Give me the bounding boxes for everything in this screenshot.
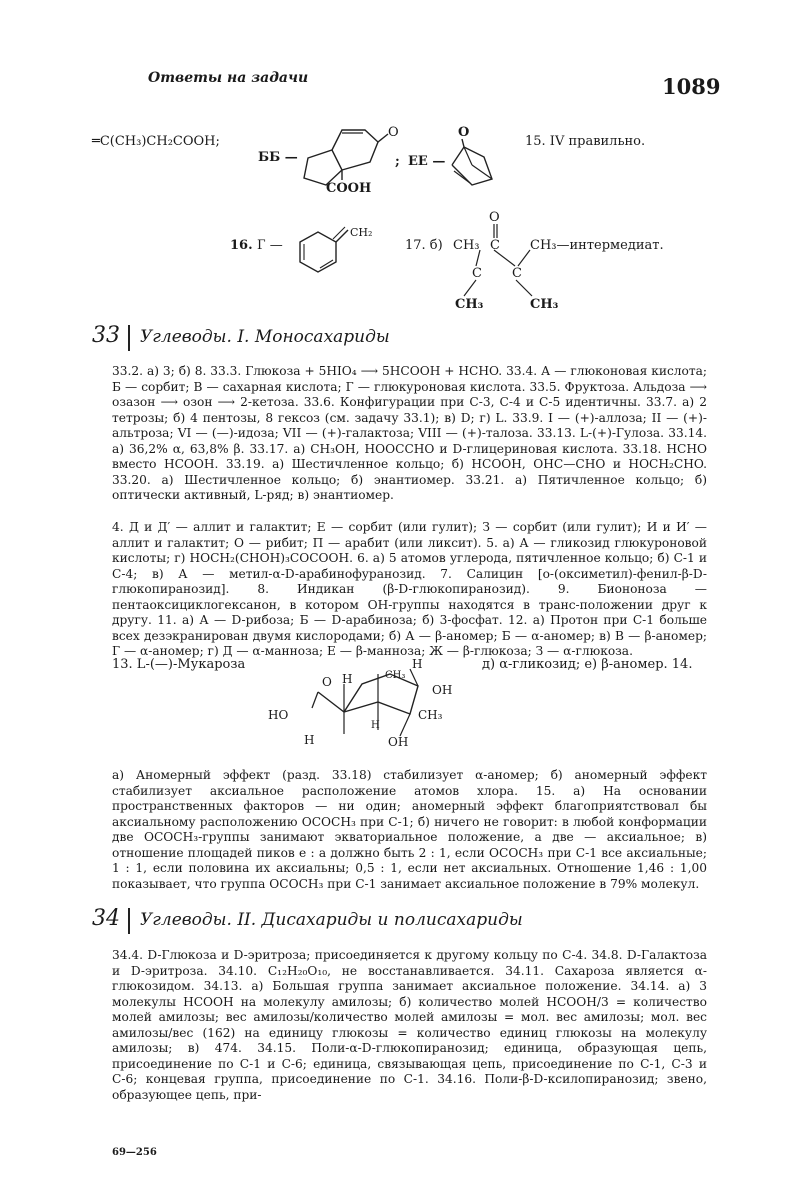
q17-right: CH₃—интермедиат. [530, 238, 664, 253]
mucarose-h3: H [304, 733, 315, 747]
section-34-divider [128, 908, 130, 934]
mucarose-ho: HO [268, 708, 289, 722]
q16-g: Г — [257, 238, 283, 253]
section-33-paragraph-3: а) Аномерный эффект (разд. 33.18) стабилизует α-аномер; б) аномерный эффект стабилизует аксиальное расположение атомов хлора. 15. а) На основании пространственных факторов — ни один; аномерный эффект благоприятствовал бы аксиальному расположению OCOCH₃ при С-1; б) ничего не говорит: в любой конформации две OCOCH₃-группы занимают экваториальное положение, а две — аксиальное; в) отношение площадей пиков е : а должно быть 2 : 1, если OCOCH₃ при С-1 все аксиальные; 1 : 1, если половина их аксиальны; 0,5 : 1, если нет аксиальных. Отношение 1,46 : 1,00 показывает, что группа OCOCH₃ при С-1 занимает аксиальное положение в 79% молекул. [112, 768, 707, 891]
section-33-divider [128, 325, 130, 351]
section-33-title: Углеводы. I. Моносахариды [140, 327, 390, 347]
q17-ch3-left: CH₃ [453, 238, 480, 253]
section-33-heading [92, 323, 390, 351]
answer-15: 15. IV правильно. [525, 134, 646, 149]
bb-cooh: COOH [326, 181, 372, 196]
q17-carbon-1: C [472, 266, 482, 281]
q16-label: 16. [230, 238, 253, 253]
q17-bonds [450, 218, 550, 308]
mucarose-ch3-top: CH₃ [385, 670, 406, 681]
ee-structure [442, 125, 512, 195]
section-34-paragraph-1: 34.4. D-Глюкоза и D-эритроза; присоединяется к другому кольцу по С-4. 34.8. D-Галактоза и D-эритроза. 34.10. C₁₂H₂₀O₁₀, не восстанавливается. 34.11. Сахароза является α-глюкозидом. 34.13. а) Большая группа занимает аксиальное положение. 34.14. а) 3 молекулы HCOOH на молекулу амилозы; б) количество молей HCOOH/3 = количество молей амилозы; вес амилозы/количество молей амилозы = мол. вес амилозы; мол. вес амилозы/вес (162) на единицу глюкозы = количество единиц глюкозы на молекулу амилозы; в) 474. 34.15. Поли-α-D-глюкопиранозид; единица, образующая цепь, присоединение по С-1 и С-6; единица, связывающая цепь, присоединение по С-1, С-3 и С-6; концевая группа, присоединение по С-1. 34.16. Поли-β-D-ксилопиранозид; звено, образующее цепь, при- [112, 948, 707, 1102]
printer-signature: 69—256 [112, 1147, 157, 1158]
bb-label: ББ — [258, 150, 298, 165]
ee-oxygen: O [458, 125, 470, 140]
mucarose-ch3-right: CH₃ [418, 708, 443, 722]
mucarose-h1: H [412, 657, 423, 671]
section-34-heading [92, 906, 523, 934]
q13-right-text: д) α-гликозид; е) β-аномер. 14. [482, 657, 693, 672]
running-title: Ответы на задачи [148, 70, 309, 86]
section-33-paragraph-1: 33.2. а) 3; б) 8. 33.3. Глюкоза + 5HIO₄ ⟶ 5HCOOH + HCHO. 33.4. А — глюконовая кислота; Б — сорбит; В — сахарная кислота; Г — глюкуроновая кислота. 33.5. Фруктоза. Альдоза ⟶ озазон ⟶ озон ⟶ 2-кетоза. 33.6. Конфигурации при С-3, С-4 и С-5 идентичны. 33.7. а) 2 тетрозы; б) 4 пентозы, 8 гексоз (см. задачу 33.1); в) D; г) L. 33.9. I — (+)-аллоза; II — (+)-альтроза; VI — (—)-идоза; VII — (+)-галактоза; VIII — (+)-талоза. 33.13. L-(+)-Гулоза. 33.14. а) 36,2% α, 63,8% β. 33.17. а) CH₃OH, HOOCCHO и D-глицериновая кислота. 33.18. HCHO вместо HCOOH. 33.19. а) Шестичленное кольцо; б) HCOOH, OHC—CHO и HOCH₂CHO. 33.20. а) Шестичленное кольцо; б) энантиомер. 33.21. а) Пятичленное кольцо; б) оптически активный, L-ряд; в) энантиомер. [112, 364, 707, 502]
section-33-paragraph-2: 4. Д и Д′ — аллит и галактит; Е — сорбит (или гулит); З — сорбит (или гулит); И и И′ — аллит и галактит; О — рибит; П — арабит (или ликсит). 5. а) А — гликозид глюкуроновой кислоты; г) HOCH₂(CHOH)₃COCOOH. 6. а) 5 атомов углерода, пятичленное кольцо; б) С-1 и С-4; в) А — метил-α-D-арабинофуранозид. 7. Салицин [о-(оксиметил)-фенил-β-D-глюкопиранозид]. 8. Индикан (β-D-глюкопиранозид). 9. Биононоза — пентаоксициклогексанон, в котором OH-группы находятся в транс-положении друг к другу. 11. а) А — D-рибоза; Б — D-арабиноза; б) 3-фосфат. 12. а) Протон при С-1 больше всех дезэкранирован двумя кислородами; б) А — β-аномер; Б — α-аномер; в) В — β-аномер; Г — α-аномер; г) Д — α-манноза; Е — β-манноза; Ж — β-глюкоза; З — α-глюкоза. [112, 520, 707, 658]
section-34-title: Углеводы. II. Дисахариды и полисахариды [140, 910, 523, 930]
page-number: 1089 [662, 74, 721, 99]
mucarose-h4: H [371, 720, 380, 731]
q16-ch2: CH₂ [350, 226, 373, 239]
mucarose-oxygen: O [322, 675, 332, 689]
q17-ch3-bottom-2: CH₃ [530, 297, 559, 312]
q17-oxygen: O [489, 210, 500, 225]
mucarose-oh2: OH [388, 735, 409, 749]
formula-a: ═C(CH₃)CH₂COOH; [92, 134, 220, 149]
q17-label: 17. б) [405, 238, 443, 253]
q17-ch3-bottom-1: CH₃ [455, 297, 484, 312]
separator: ; [395, 154, 400, 169]
q13-label: 13. L-(—)-Мукароза [112, 657, 246, 672]
q17-carbon-2: C [512, 266, 522, 281]
mucarose-h2: H [342, 672, 353, 686]
ee-label: ЕЕ — [408, 154, 446, 169]
bb-oxygen: O [388, 125, 399, 140]
mucarose-oh1: OH [432, 683, 453, 697]
q17-carbon-top: C [490, 238, 500, 253]
section-33-number: 33 [92, 323, 120, 348]
section-34-number: 34 [92, 906, 120, 931]
